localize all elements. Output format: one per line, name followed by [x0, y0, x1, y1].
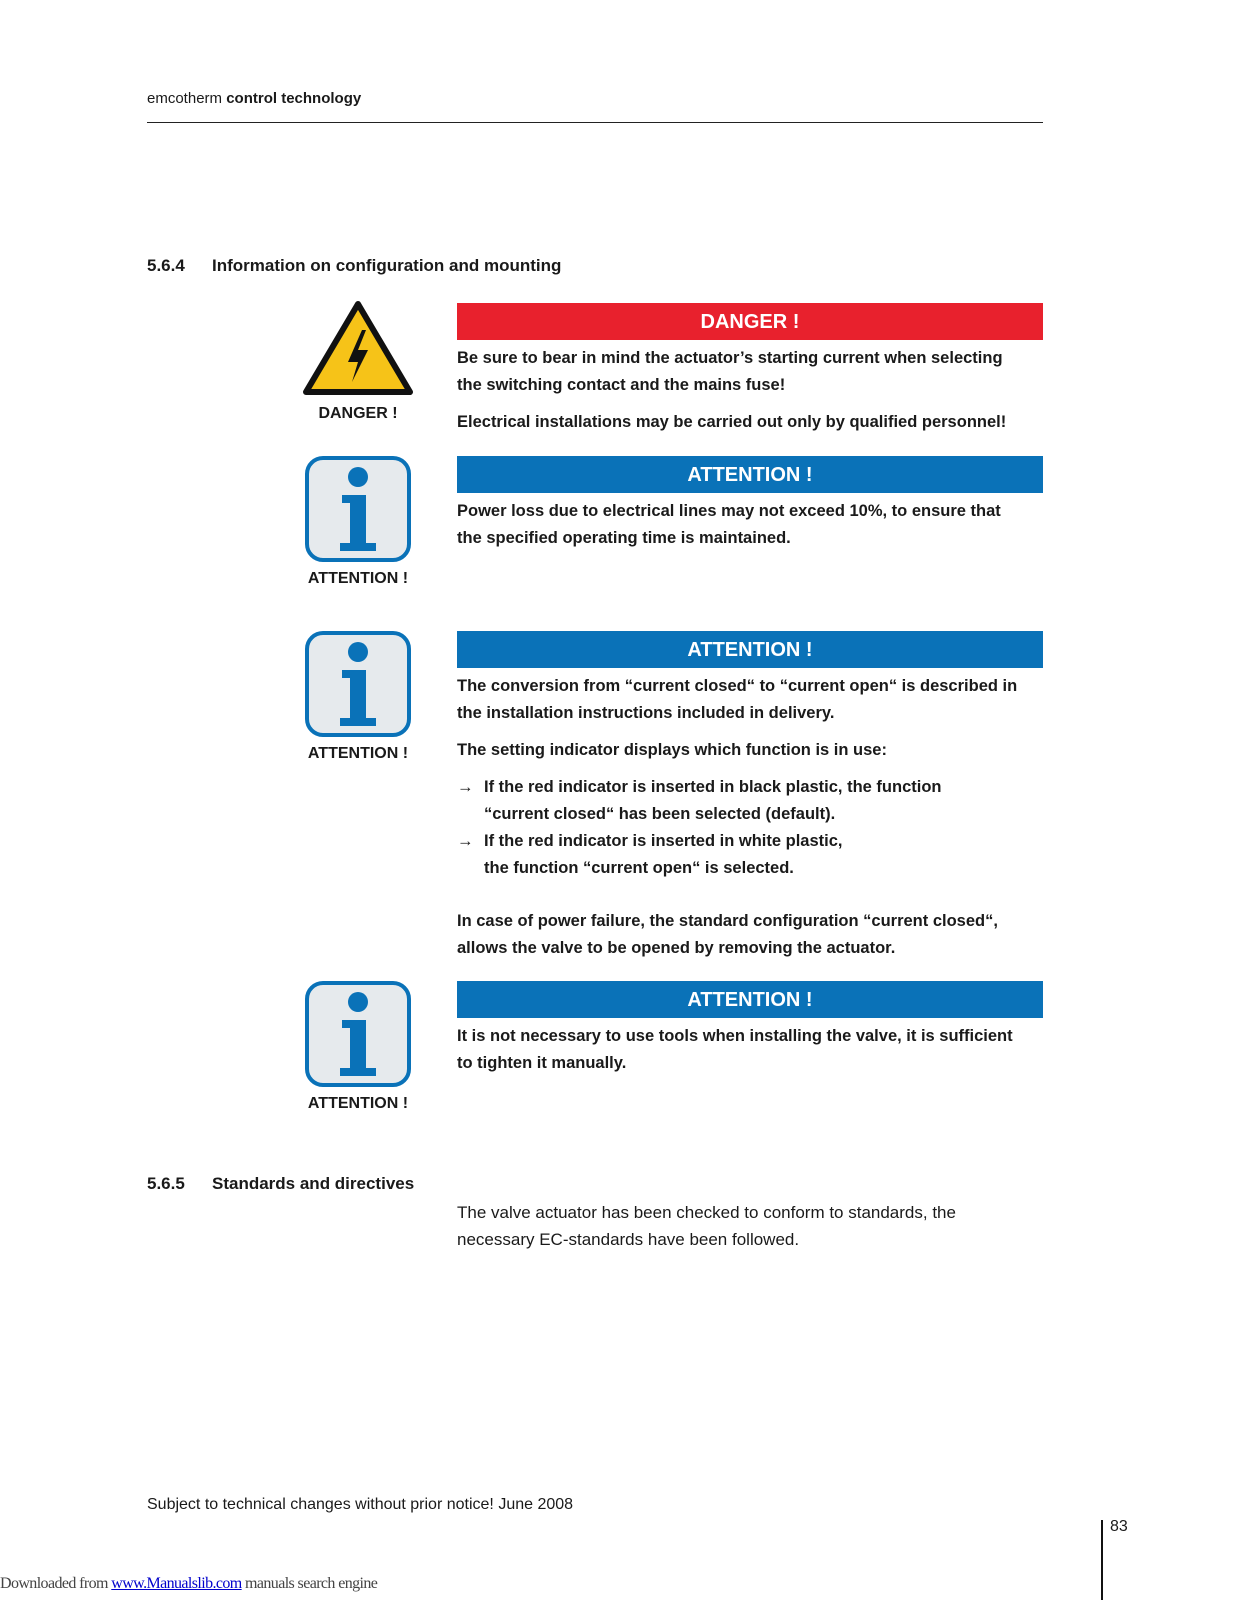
- section-number: 5.6.5: [147, 1174, 185, 1193]
- conversion-line: the installation instructions included in delivery.: [457, 704, 835, 722]
- attention-line: It is not necessary to use tools when installing the valve, it is sufficient: [457, 1027, 1013, 1045]
- header-rule: [147, 122, 1043, 123]
- bullet-line: “current closed“ has been selected (default).: [484, 805, 836, 823]
- arrow-icon: →: [457, 832, 474, 850]
- bullet-line: If the red indicator is inserted in black plastic, the function: [484, 778, 942, 796]
- footer-notice: Subject to technical changes without prior notice! June 2008: [147, 1496, 574, 1513]
- danger-line: Be sure to bear in mind the actuator’s starting current when selecting: [457, 349, 1003, 367]
- standards-paragraph: [457, 1199, 1057, 1253]
- section-title: Information on configuration and mounting: [212, 256, 562, 275]
- attention-line: Power loss due to electrical lines may not exceed 10%, to ensure that: [457, 502, 1001, 520]
- bullet-line: the function “current open“ is selected.: [484, 859, 794, 877]
- page-number-rule: [1101, 1520, 1103, 1600]
- bullet-item-2: [457, 828, 1057, 882]
- power-failure-line: allows the valve to be opened by removing the actuator.: [457, 939, 896, 957]
- section-title: Standards and directives: [212, 1174, 415, 1193]
- attention-icon-group-3: [278, 980, 438, 1113]
- standards-line: necessary EC-standards have been followed.: [457, 1230, 800, 1249]
- brand-regular: emcotherm: [147, 90, 223, 107]
- danger-text: [457, 345, 1057, 436]
- attention-line: to tighten it manually.: [457, 1054, 627, 1072]
- attention-bar-1: ATTENTION !: [457, 456, 1043, 493]
- info-icon: [304, 455, 412, 563]
- setting-indicator-line: The setting indicator displays which function is in use:: [457, 741, 887, 759]
- danger-line: the switching contact and the mains fuse!: [457, 376, 786, 394]
- attention-bar-2: ATTENTION !: [457, 631, 1043, 668]
- attention-text-3: [457, 1023, 1057, 1077]
- download-prefix: Downloaded from: [0, 1575, 112, 1592]
- download-banner: [0, 1575, 377, 1593]
- danger-bar: DANGER !: [457, 303, 1043, 340]
- danger-icon-group: [278, 300, 438, 423]
- conversion-line: The conversion from “current closed“ to “current open“ is described in: [457, 677, 1018, 695]
- arrow-icon: →: [457, 778, 474, 796]
- attention-text-1: [457, 498, 1057, 552]
- running-header: [147, 90, 361, 107]
- attention-icon-group-2: [278, 630, 438, 763]
- bullet-line: If the red indicator is inserted in white plastic,: [484, 832, 843, 850]
- page-number: 83: [1110, 1518, 1128, 1535]
- info-icon: [304, 980, 412, 1088]
- bullet-item-1: [457, 774, 1057, 828]
- info-icon: [304, 630, 412, 738]
- power-failure-line: In case of power failure, the standard configuration “current closed“,: [457, 912, 998, 930]
- attention-icon-group-1: [278, 455, 438, 588]
- attention-line: the specified operating time is maintained.: [457, 529, 791, 547]
- attention-bar-3: ATTENTION !: [457, 981, 1043, 1018]
- attention-icon-caption: ATTENTION !: [307, 570, 409, 587]
- high-voltage-warning-icon: [302, 300, 414, 398]
- standards-line: The valve actuator has been checked to conform to standards, the: [457, 1203, 956, 1222]
- danger-icon-caption: DANGER !: [318, 405, 398, 422]
- brand-bold: control technology: [226, 90, 362, 107]
- attention-text-2: [457, 673, 1057, 962]
- section-number: 5.6.4: [147, 256, 185, 275]
- download-suffix: manuals search engine: [241, 1575, 378, 1592]
- attention-icon-caption: ATTENTION !: [307, 1095, 409, 1112]
- danger-line-2: Electrical installations may be carried out only by qualified personnel!: [457, 413, 1007, 431]
- attention-icon-caption: ATTENTION !: [307, 745, 409, 762]
- manualslib-link[interactable]: www.Manualslib.com: [111, 1575, 242, 1592]
